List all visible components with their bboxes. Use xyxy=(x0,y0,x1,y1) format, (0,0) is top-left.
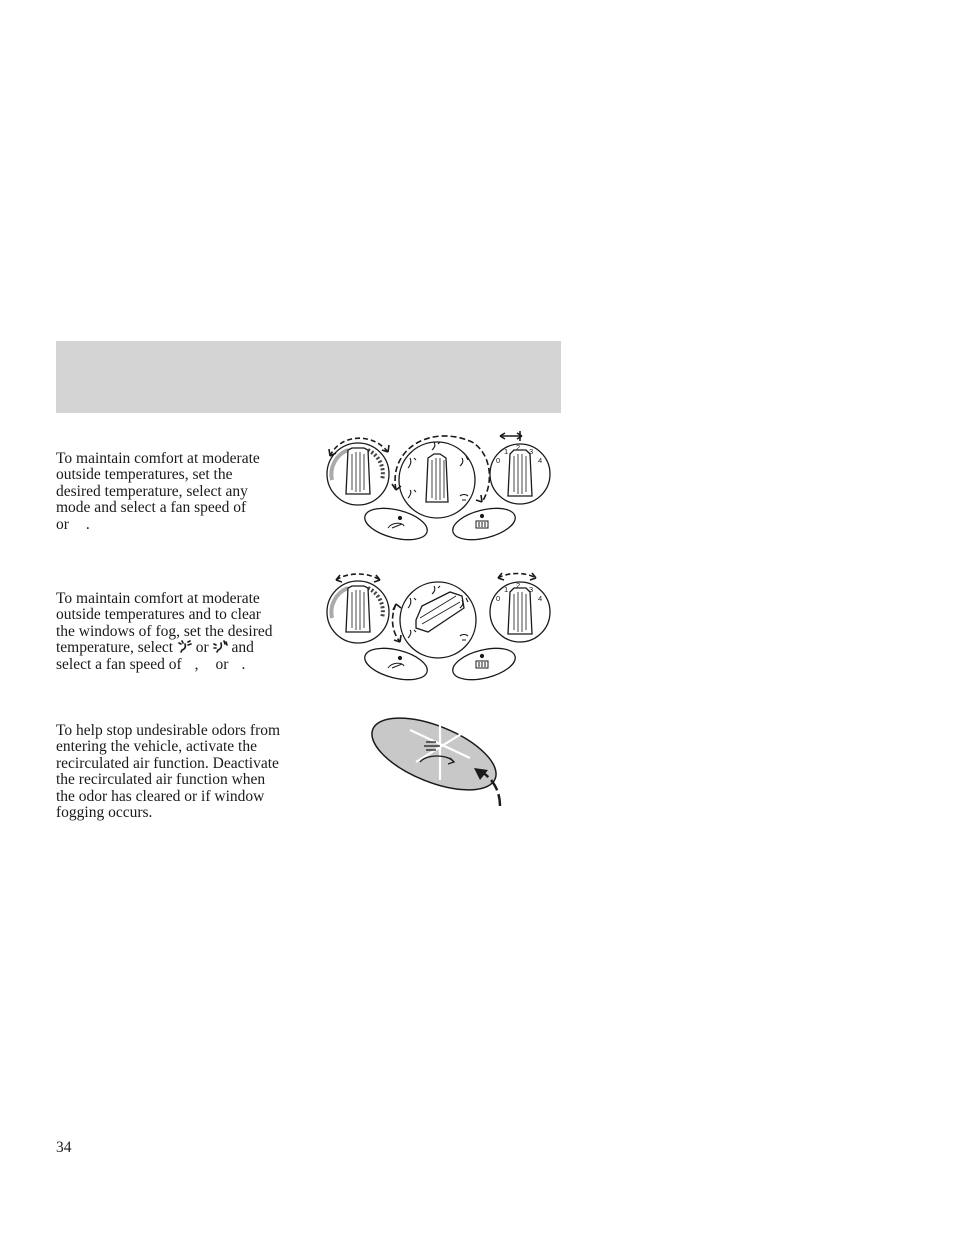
text-line: the odor has cleared or if window xyxy=(56,787,265,805)
text-line xyxy=(56,640,273,656)
text-line xyxy=(56,517,260,533)
page-number: 34 xyxy=(56,1139,72,1156)
text-line: recirculated air function. Deactivate xyxy=(56,754,279,772)
text-fragment: select a fan speed of xyxy=(56,655,182,673)
climate-panel-figure-2 xyxy=(322,566,554,686)
text-fragment: temperature, select xyxy=(56,639,174,657)
text-or: or xyxy=(56,515,69,533)
paragraph-fog-clearing xyxy=(56,591,273,673)
text-line: To help stop undesirable odors from xyxy=(56,722,281,739)
recirculation-icon xyxy=(388,516,404,528)
text-line: To maintain comfort at moderate xyxy=(56,590,260,607)
fan-scale-2: 2 xyxy=(516,443,521,452)
mode-knob xyxy=(426,454,448,502)
fan-scale-1: 1 xyxy=(504,585,509,594)
fan-range-arrow xyxy=(498,574,536,579)
text-or: or xyxy=(215,655,229,673)
text-and: and xyxy=(231,639,254,657)
temperature-knob xyxy=(346,448,370,494)
rear-defrost-icon xyxy=(476,654,488,668)
text-line: entering the vehicle, activate the xyxy=(56,738,257,756)
climate-panel-figure-1 xyxy=(322,428,554,544)
fan-knob xyxy=(508,588,532,634)
paragraph-odors xyxy=(56,723,280,821)
fan-scale-1: 1 xyxy=(504,447,509,456)
fan-scale-4: 4 xyxy=(538,594,543,603)
fan-scale-2: 2 xyxy=(516,581,521,590)
text-line: mode and select a fan speed of xyxy=(56,499,247,517)
floor-panel-mode-icon xyxy=(177,640,192,654)
temperature-knob xyxy=(346,586,370,632)
fan-scale-3: 3 xyxy=(529,585,534,594)
recirculation-icon xyxy=(388,656,404,668)
text-line xyxy=(56,657,273,673)
floor-defrost-mode-icon xyxy=(213,640,228,654)
text-or: or xyxy=(195,639,209,657)
text-line: desired temperature, select any xyxy=(56,482,248,500)
recirculation-button-closeup xyxy=(370,700,506,810)
text-comma: , xyxy=(194,655,199,673)
text-line: To maintain comfort at moderate xyxy=(56,450,260,467)
text-period: . xyxy=(241,655,246,673)
text-line: outside temperatures, set the xyxy=(56,466,233,484)
fan-scale-4: 4 xyxy=(538,456,543,465)
text-line: fogging occurs. xyxy=(56,804,153,822)
rear-defrost-button xyxy=(450,503,519,544)
recirculation-button xyxy=(362,643,431,686)
mode-knob xyxy=(416,592,464,632)
fan-knob xyxy=(508,450,532,496)
temperature-range-arrow xyxy=(336,574,380,580)
rear-defrost-button xyxy=(450,643,519,686)
fan-scale-0: 0 xyxy=(496,594,501,603)
paragraph-moderate-temps xyxy=(56,451,260,533)
text-period: . xyxy=(85,515,90,533)
recirculation-button-large xyxy=(370,703,506,804)
text-line: outside temperatures and to clear xyxy=(56,606,261,624)
section-header-band xyxy=(56,341,561,413)
fan-scale-0: 0 xyxy=(496,456,501,465)
text-line: the recirculated air function when xyxy=(56,771,266,789)
fan-scale-3: 3 xyxy=(529,447,534,456)
rear-defrost-icon xyxy=(476,514,488,528)
text-line: the windows of fog, set the desired xyxy=(56,622,273,640)
fan-range-arrow xyxy=(500,431,522,441)
